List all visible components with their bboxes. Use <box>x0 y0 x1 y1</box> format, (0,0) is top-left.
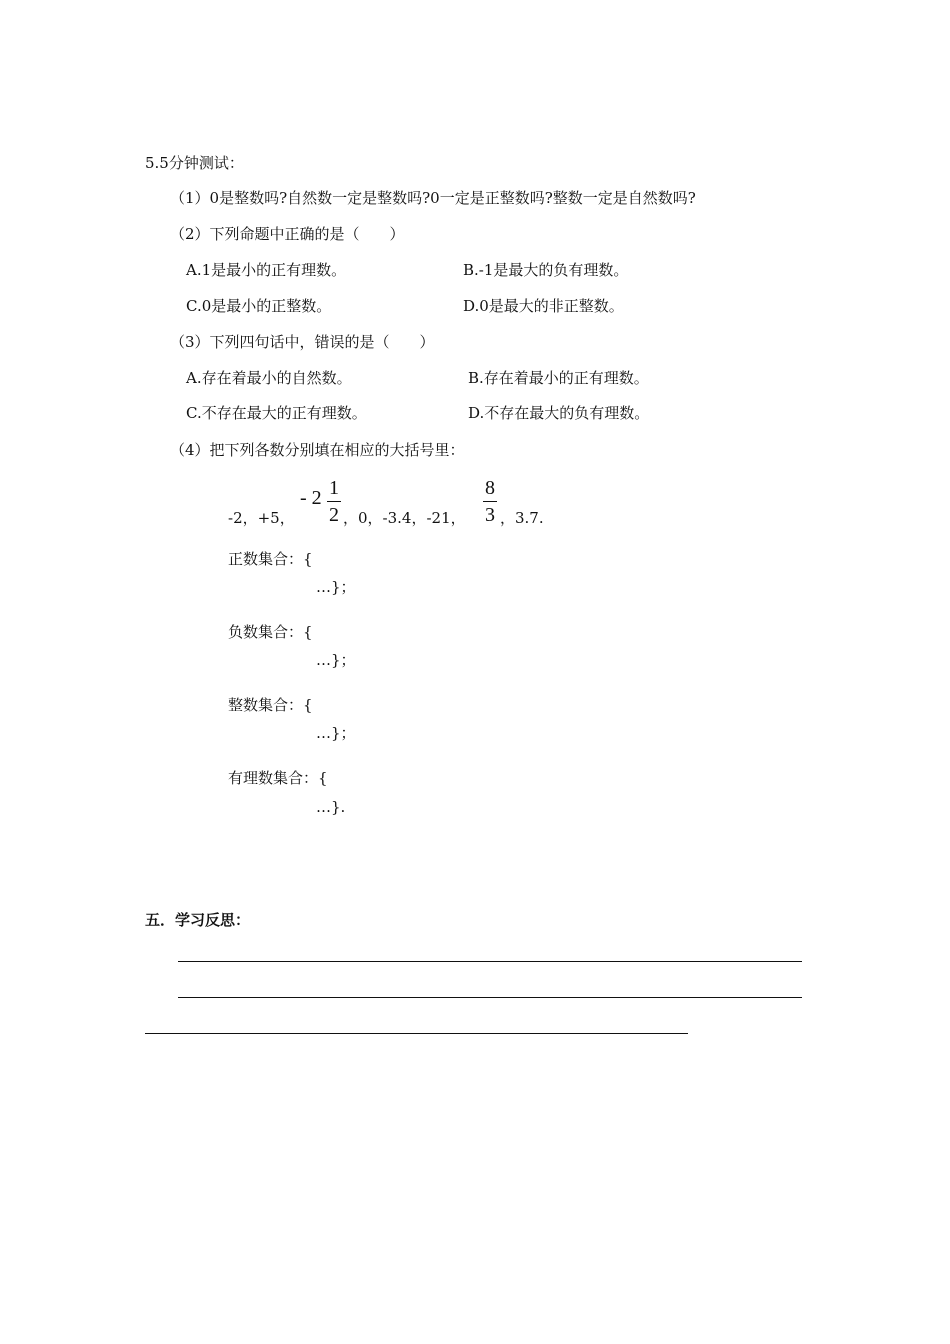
question-3-option-d: D.不存在最大的负有理数。 <box>468 404 650 422</box>
question-3-stem: （3）下列四句话中，错误的是（ ） <box>170 333 435 351</box>
question-2-stem: （2）下列命题中正确的是（ ） <box>170 225 405 243</box>
question-1: （1）0是整数吗?自然数一定是整数吗?0一定是正整数吗?整数一定是自然数吗? <box>170 189 696 207</box>
negative-set-label: 负数集合：{ <box>228 623 313 641</box>
rational-set-end: …}. <box>316 798 346 816</box>
question-3-option-b: B.存在着最小的正有理数。 <box>468 369 649 387</box>
question-3-option-a: A.存在着最小的自然数。 <box>186 369 352 387</box>
mixed-number-whole: - 2 <box>300 487 322 509</box>
mixed-number-fraction <box>327 478 341 525</box>
question-2-option-d: D.0是最大的非正整数。 <box>463 297 624 315</box>
reflection-line-1 <box>178 961 802 962</box>
question-4-stem: （4）把下列各数分别填在相应的大括号里： <box>170 441 465 459</box>
integer-set-label: 整数集合：{ <box>228 696 313 714</box>
fraction-denominator: 3 <box>485 504 495 526</box>
mixed-fraction-denominator: 2 <box>329 504 339 526</box>
question-2-option-a: A.1是最小的正有理数。 <box>186 261 347 279</box>
number-list-part3: ，3.7. <box>500 509 544 527</box>
reflection-line-2 <box>178 997 802 998</box>
section-5-title: 五．学习反思： <box>145 911 251 929</box>
question-2-option-c: C.0是最小的正整数。 <box>186 297 332 315</box>
question-2-option-b: B.-1是最大的负有理数。 <box>463 261 629 279</box>
mixed-fraction-numerator: 1 <box>329 477 339 499</box>
number-list-part1: -2，+5， <box>228 509 295 527</box>
fraction-eight-thirds <box>483 478 497 525</box>
fraction-bar <box>327 501 341 502</box>
fraction-bar <box>483 501 497 502</box>
fraction-numerator: 8 <box>485 477 495 499</box>
section-title: 5.5分钟测试： <box>145 154 244 172</box>
positive-set-label: 正数集合：{ <box>228 550 313 568</box>
number-list-part2: ，0，-3.4，-21， <box>343 509 466 527</box>
positive-set-end: …}； <box>316 578 356 596</box>
rational-set-label: 有理数集合：{ <box>228 769 328 787</box>
reflection-line-3 <box>145 1033 688 1034</box>
negative-set-end: …}； <box>316 651 356 669</box>
question-3-option-c: C.不存在最大的正有理数。 <box>186 404 367 422</box>
integer-set-end: …}； <box>316 724 356 742</box>
